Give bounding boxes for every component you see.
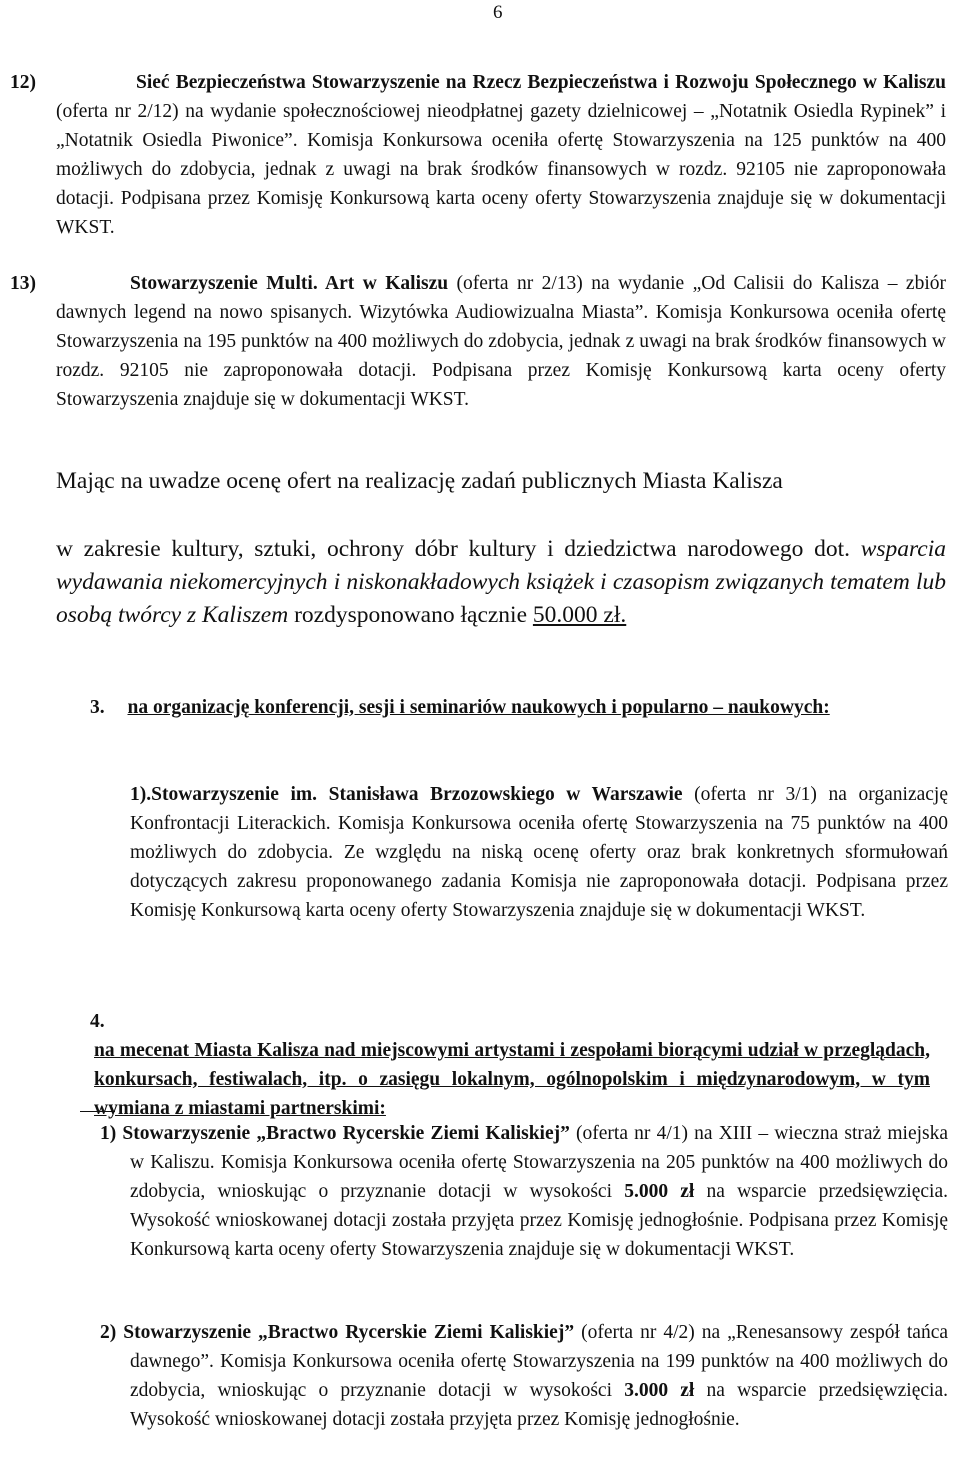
item-description: (oferta nr 3/1) na organizację Konfrontacji Literackich. Komisja Konkursowa oceniła ofertę Stowarzyszenia na 75 punktów na 400 możliwych do zdobycia. Ze względu na niską ocenę oferty oraz brak konkretnych sformułowań dotyczących zakresu proponowanego zadania Komisja nie zaproponowała dotacji. Podpisana przez Komisję Konkursową karta oceny oferty Stowarzyszenia znajduje się w dokumentacji WKST. [130, 784, 948, 921]
organization-name: 2) Stowarzyszenie „Bractwo Rycerskie Ziemi Kaliskiej” [100, 1322, 575, 1343]
section-number: 3. [90, 697, 105, 718]
section-3-item-1 [130, 781, 948, 926]
item-description-end: na wsparcie przedsięwzięcia. Wysokość wnioskowanej dotacji została przyjęta przez Komisję jednogłośnie. Podpisana przez Komisję Konkursową karta oceny oferty Stowarzyszenia znajduje się w dokumentacji WKST. [130, 1180, 948, 1260]
item-description: (oferta nr 4/2) na „Renesansowy zespół tańca dawnego”. Komisja Konkursowa oceniła ofertę Stowarzyszenia na 199 punktów na 400 możliwych do zdobycia, wnioskując o przyznanie dotacji w wysokości [130, 1322, 949, 1401]
summary-text-end: rozdysponowano łącznie [288, 602, 533, 628]
grant-amount: 3.000 zł [624, 1379, 695, 1401]
summary-amount: 50.000 zł. [532, 602, 627, 628]
organization-name: 1).Stowarzyszenie im. Stanisława Brzozowskiego w Warszawie [130, 784, 683, 805]
summary-paragraph [56, 533, 946, 632]
summary-text: w zakresie kultury, sztuki, ochrony dóbr kultury i dziedzictwa narodowego dot. [56, 536, 861, 562]
item-description-end: na wsparcie przedsięwzięcia. Wysokość wnioskowanej dotacji została przyjęta przez Komisję jednogłośnie. [130, 1379, 948, 1430]
section-4-heading [90, 1008, 948, 1124]
section-3-heading [90, 694, 948, 723]
summary-task: wsparcia wydawania niekomercyjnych i niskonakładowych książek i czasopism związanych tematem lub osobą twórcy z Kaliszem [56, 536, 946, 628]
item-description: (oferta nr 4/1) na XIII – wieczna straż miejska w Kaliszu. Komisja Konkursowa oceniła ofertę Stowarzyszenia na 205 punktów na 400 możliwych do zdobycia, wnioskując o przyznanie dotacji w wysokości [130, 1123, 949, 1202]
organization-name: Sieć Bezpieczeństwa Stowarzyszenie na Rzecz Bezpieczeństwa i Rozwoju Społecznego w Kaliszu [136, 72, 946, 93]
organization-name: 1) Stowarzyszenie „Bractwo Rycerskie Ziemi Kaliskiej” [100, 1123, 570, 1144]
section-title: na organizację konferencji, sesji i seminariów naukowych i popularno – naukowych: [127, 697, 830, 718]
item-description: (oferta nr 2/12) na wydanie społecznościowej nieodpłatnej gazety dzielnicowej – „Notatnik Osiedla Rypinek” i „Notatnik Osiedla Piwonice”. Komisja Konkursowa oceniła ofertę Stowarzyszenia na 125 punktów na 400 możliwych do zdobycia, jednak z uwagi na brak środków finansowych w rozdz. 92105 nie zaproponowała dotacji. Podpisana przez Komisję Konkursową karta oceny oferty Stowarzyszenia znajduje się w dokumentacji WKST. [56, 100, 946, 238]
section-number: 4. [90, 1011, 105, 1032]
grant-amount: 5.000 zł [624, 1180, 695, 1202]
page-number: 6 [493, 2, 503, 23]
item-number: 12) [10, 72, 36, 93]
section-4-item-1 [100, 1120, 948, 1265]
item-text [56, 69, 946, 242]
section-4-item-2 [100, 1319, 948, 1435]
item-text [56, 270, 946, 415]
section-title: na mecenat Miasta Kalisza nad miejscowymi artystami i zespołami biorącymi udział w przeglądach, konkursach, festiwalach, itp. o zasięgu lokalnym, ogólnopolskim i międzynarodowym, w tym wymiana z miastami partnerskimi: [94, 1039, 930, 1119]
summary-line-1: Mając na uwadze ocenę ofert na realizację zadań publicznych Miasta Kalisza [56, 468, 783, 494]
item-number: 13) [10, 273, 36, 294]
divider [80, 1111, 115, 1112]
organization-name: Stowarzyszenie Multi. Art w Kaliszu [130, 273, 449, 294]
item-description: (oferta nr 2/13) na wydanie „Od Calisii do Kalisza – zbiór dawnych legend na nowo spisanych. Wizytówka Audiowizualna Miasta”. Komisja Konkursowa oceniła ofertę Stowarzyszenia na 195 punktów na 400 możliwych do zdobycia, jednak z uwagi na brak środków finansowych w rozdz. 92105 nie zaproponowała dotacji. Podpisana przez Komisję Konkursową karta oceny oferty Stowarzyszenia znajduje się w dokumentacji WKST. [56, 273, 946, 410]
